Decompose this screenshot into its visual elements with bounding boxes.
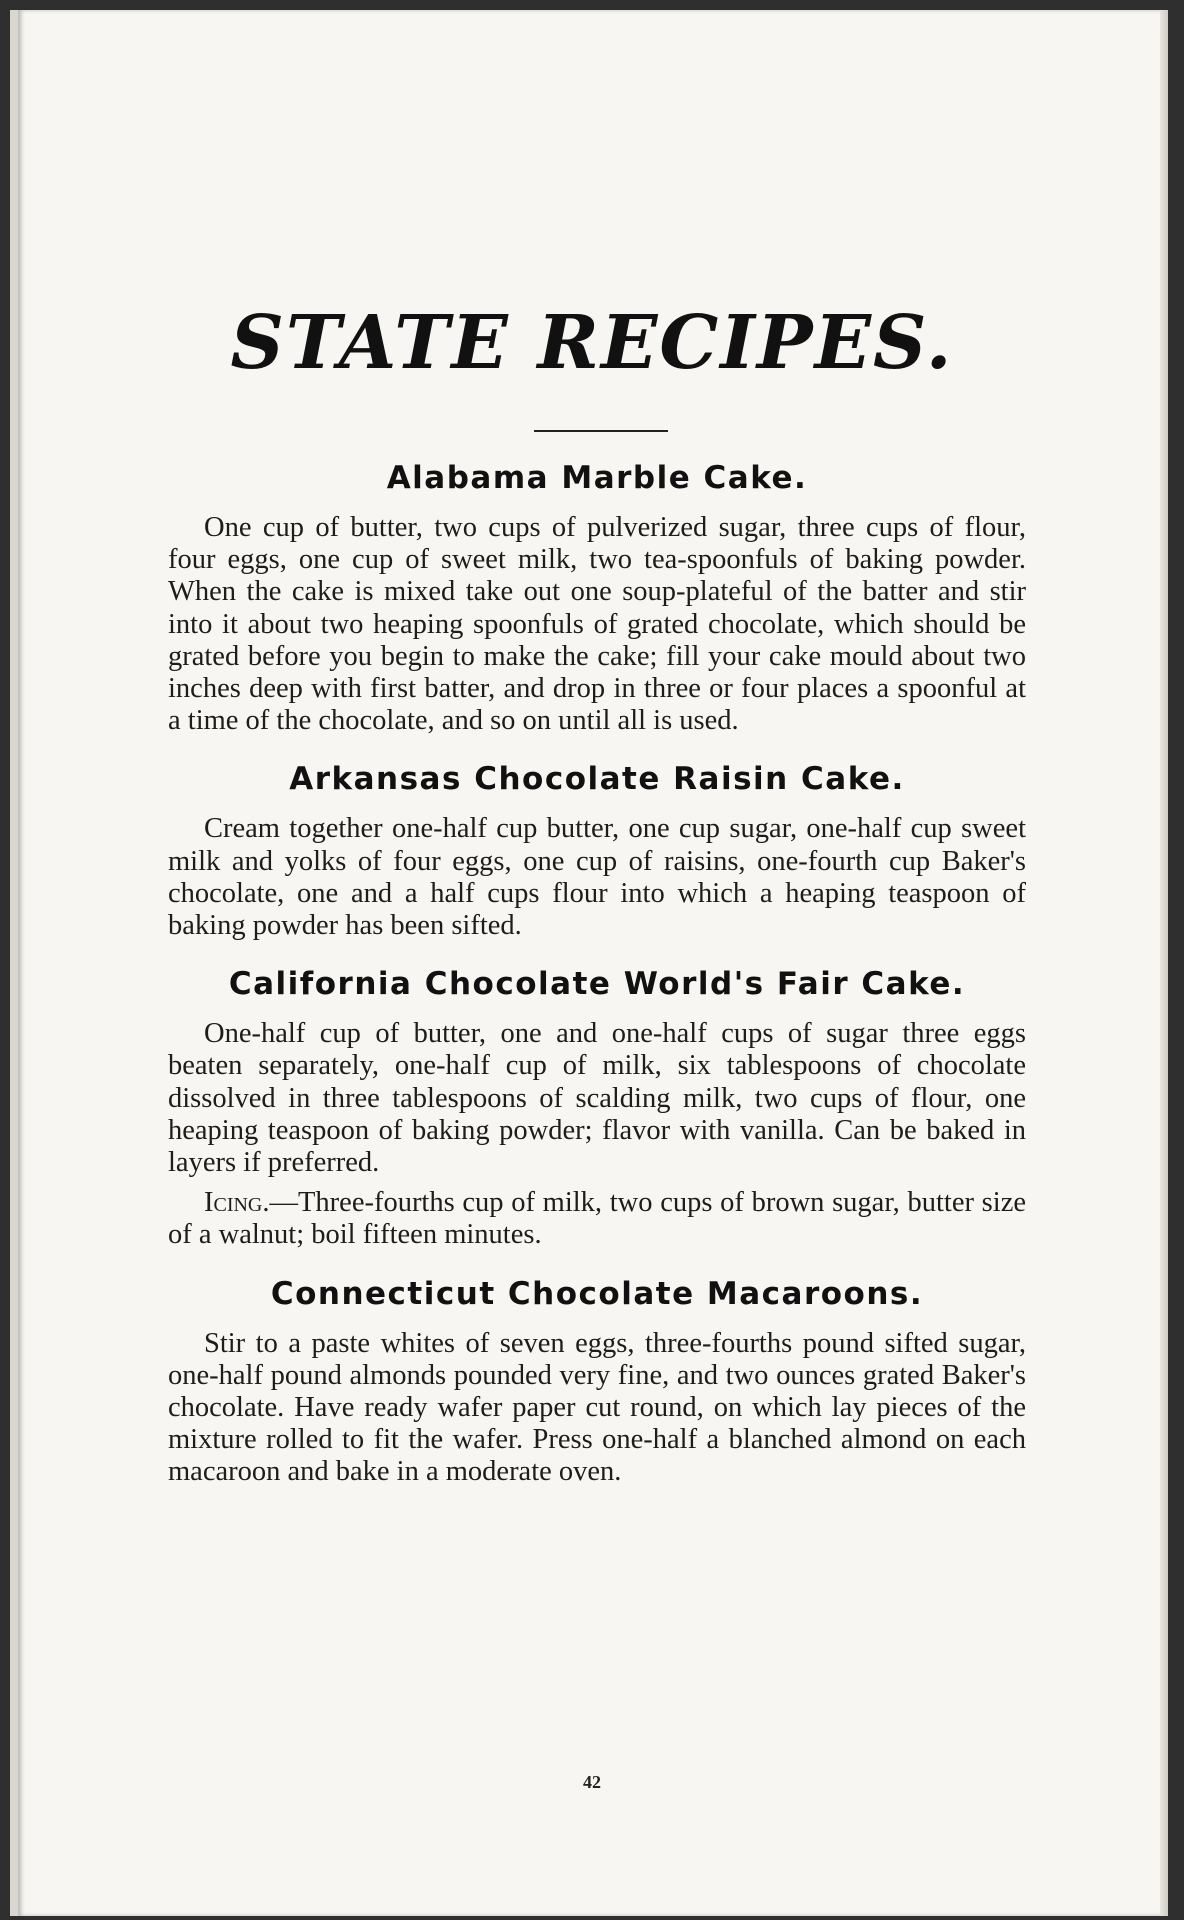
recipe-heading: Alabama Marble Cake.	[386, 460, 808, 496]
icing-paragraph	[168, 1187, 1026, 1251]
recipe-body: Stir to a paste whites of seven eggs, three-fourths pound sifted sugar, one-half pound almonds pounded very fine, and two ounces grated Baker's chocolate. Have ready wafer paper cut round, on which lay pieces of the mixture rolled to fit the wafer. Press one-half a blanched almond on each macaroon and bake in a moderate oven.	[168, 1327, 1026, 1488]
page-number: 42	[583, 1772, 601, 1792]
spacer	[168, 1252, 1026, 1268]
recipe-body: One-half cup of butter, one and one-half cups of sugar three eggs beaten separately, one-half cup of milk, six tablespoons of chocolate dissolved in three tablespoons of scalding milk, two cups of flour, one heaping teaspoon of baking powder; flavor with vanilla. Can be baked in layers if preferred.	[168, 1018, 1026, 1179]
spacer	[168, 1320, 1026, 1328]
recipe-heading: Connecticut Chocolate Macaroons.	[270, 1275, 924, 1312]
recipe-body: Cream together one-half cup butter, one cup sugar, one-half cup sweet milk and yolks of four eggs, one cup of raisins, one-fourth cup Baker's chocolate, one and a half cups flour into which a heaping teaspoon of baking powder has been sifted.	[168, 813, 1026, 942]
icing-label: Icing.	[204, 1187, 270, 1219]
spacer	[168, 1010, 1026, 1018]
spacer	[168, 1179, 1026, 1187]
spacer	[168, 805, 1026, 813]
title-rule	[534, 430, 668, 432]
spacer	[168, 737, 1026, 753]
recipe-alabama-marble-cake	[168, 452, 1026, 737]
recipe-california-world-fair-cake	[168, 958, 1026, 1251]
spacer	[168, 942, 1026, 958]
page-edge	[1160, 10, 1168, 1916]
recipe-connecticut-chocolate-macaroons	[168, 1268, 1026, 1489]
page-title: STATE RECIPES.	[230, 300, 954, 386]
recipe-heading: California Chocolate World's Fair Cake.	[228, 966, 966, 1003]
icing-text: —Three-fourths cup of milk, two cups of brown sugar, butter size of a walnut; boil fifteen minutes.	[168, 1187, 1026, 1251]
recipe-body: One cup of butter, two cups of pulverized sugar, three cups of flour, four eggs, one cup of sweet milk, two tea-spoonfuls of baking powder. When the cake is mixed take out one soup-plateful of the batter and stir into it about two heaping spoonfuls of grated chocolate, which should be grated before you begin to make the cake; fill your cake mould about two inches deep with first batter, and drop in three or four places a spoonful at a time of the chocolate, and so on until all is used.	[168, 512, 1026, 737]
recipe-arkansas-chocolate-raisin-cake	[168, 753, 1026, 942]
recipe-heading: Arkansas Chocolate Raisin Cake.	[289, 761, 905, 798]
spacer	[168, 504, 1026, 512]
recipe-list	[168, 452, 1026, 1489]
